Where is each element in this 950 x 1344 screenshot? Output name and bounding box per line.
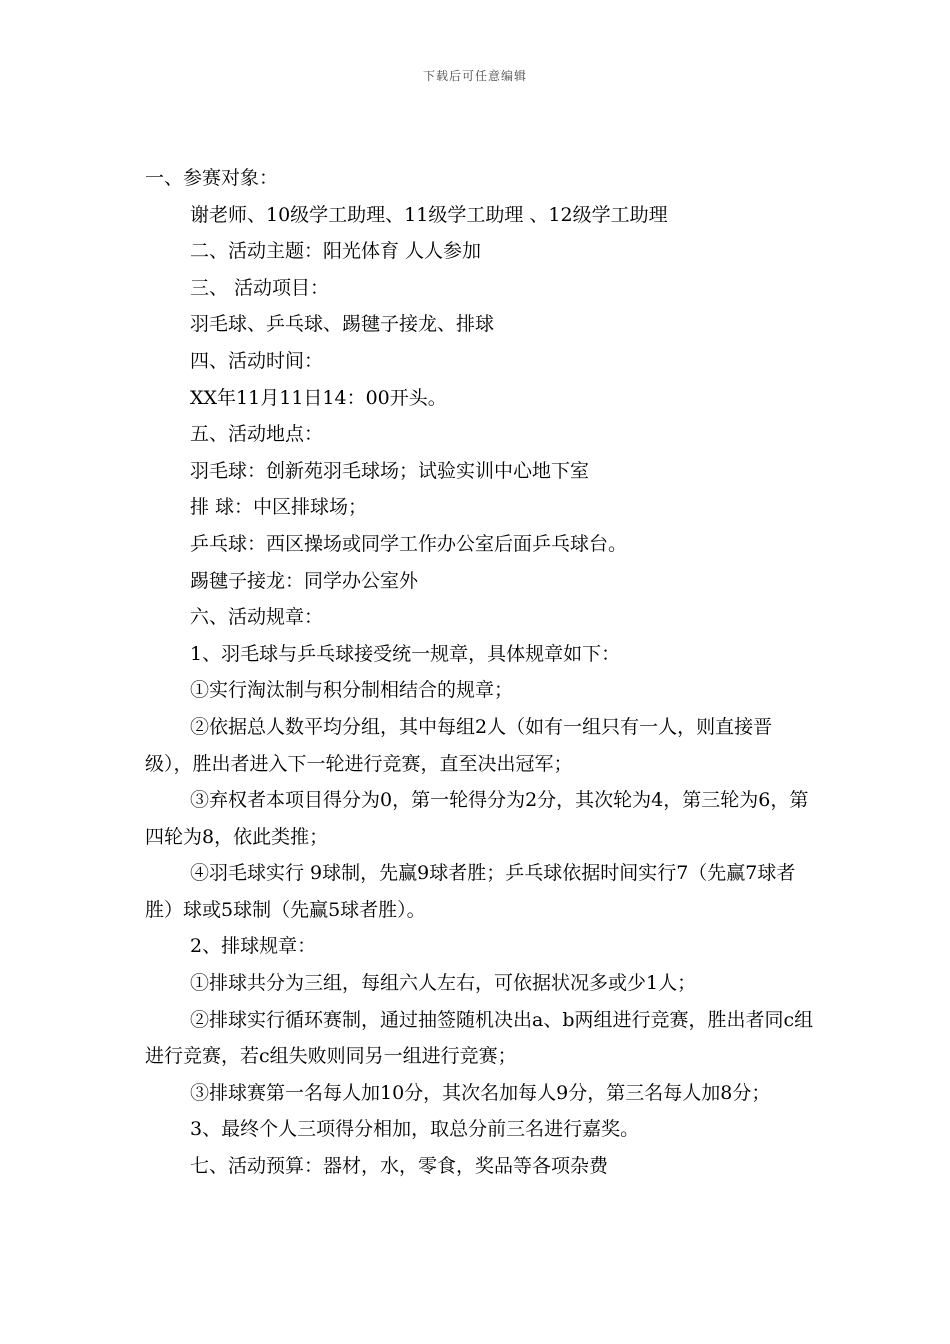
- section-heading-theme: 二、活动主题：阳光体育 人人参加: [190, 240, 482, 263]
- page-header: 下载后可任意编辑: [422, 69, 527, 83]
- document-body: [145, 160, 815, 1185]
- rules-subitem-1-2: ②依据总人数平均分组，其中每组2人（如有一组只有一人，则直接晋级），胜出者进入下一轮进行竞赛，直至决出冠军；: [145, 715, 773, 775]
- section-heading-rules: 六、活动规章：: [190, 606, 324, 629]
- section-heading-time: 四、活动时间：: [190, 349, 324, 372]
- rules-item-1: 1、羽毛球与乒乓球接受统一规章，具体规章如下：: [190, 642, 621, 665]
- event-time: XX年11月11日14：00开头。: [190, 386, 447, 409]
- rules-subitem-2-1: ①排球共分为三组，每组六人左右，可依据状况多或少1人；: [190, 972, 697, 995]
- section-heading-events: 三、 活动项目：: [190, 276, 330, 299]
- rules-subitem-2-3: ③排球赛第一名每人加10分，其次名加每人9分，第三名每人加8分；: [190, 1081, 771, 1104]
- location-shuttlecock: 踢毽子接龙：同学办公室外: [190, 569, 419, 592]
- rules-subitem-1-4: ④羽毛球实行 9球制，先赢9球者胜；乒乓球依据时间实行7（先赢7球者胜）球或5球制（先赢5球者胜）。: [145, 862, 796, 921]
- section-heading-participants: 一、参赛对象：: [145, 167, 279, 189]
- section-heading-budget: 七、活动预算：器材，水，零食，奖品等各项杂费: [190, 1155, 609, 1178]
- participants-list: 谢老师、10级学工助理、11级学工助理 、12级学工助理: [190, 203, 668, 226]
- rules-item-3: 3、最终个人三项得分相加，取总分前三名进行嘉奖。: [190, 1118, 640, 1141]
- rules-item-2: 2、排球规章：: [190, 935, 317, 958]
- location-table-tennis: 乒乓球：西区操场或同学工作办公室后面乒乓球台。: [190, 532, 628, 555]
- location-volleyball: 排 球：中区排球场；: [190, 496, 368, 519]
- section-heading-location: 五、活动地点：: [190, 423, 324, 446]
- events-list: 羽毛球、乒乓球、踢毽子接龙、排球: [190, 313, 495, 336]
- rules-subitem-1-1: ①实行淘汰制与积分制相结合的规章；: [190, 679, 514, 702]
- rules-subitem-2-2: ②排球实行循环赛制，通过抽签随机决出a、b两组进行竞赛，胜出者同c组进行竞赛，若c组失败则同另一组进行竞赛；: [145, 1008, 814, 1068]
- location-badminton: 羽毛球：创新苑羽毛球场；试验实训中心地下室: [190, 459, 590, 482]
- rules-subitem-1-3: ③弃权者本项目得分为0，第一轮得分为2分，其次轮为4，第三轮为6，第四轮为8，依此类推；: [145, 789, 809, 848]
